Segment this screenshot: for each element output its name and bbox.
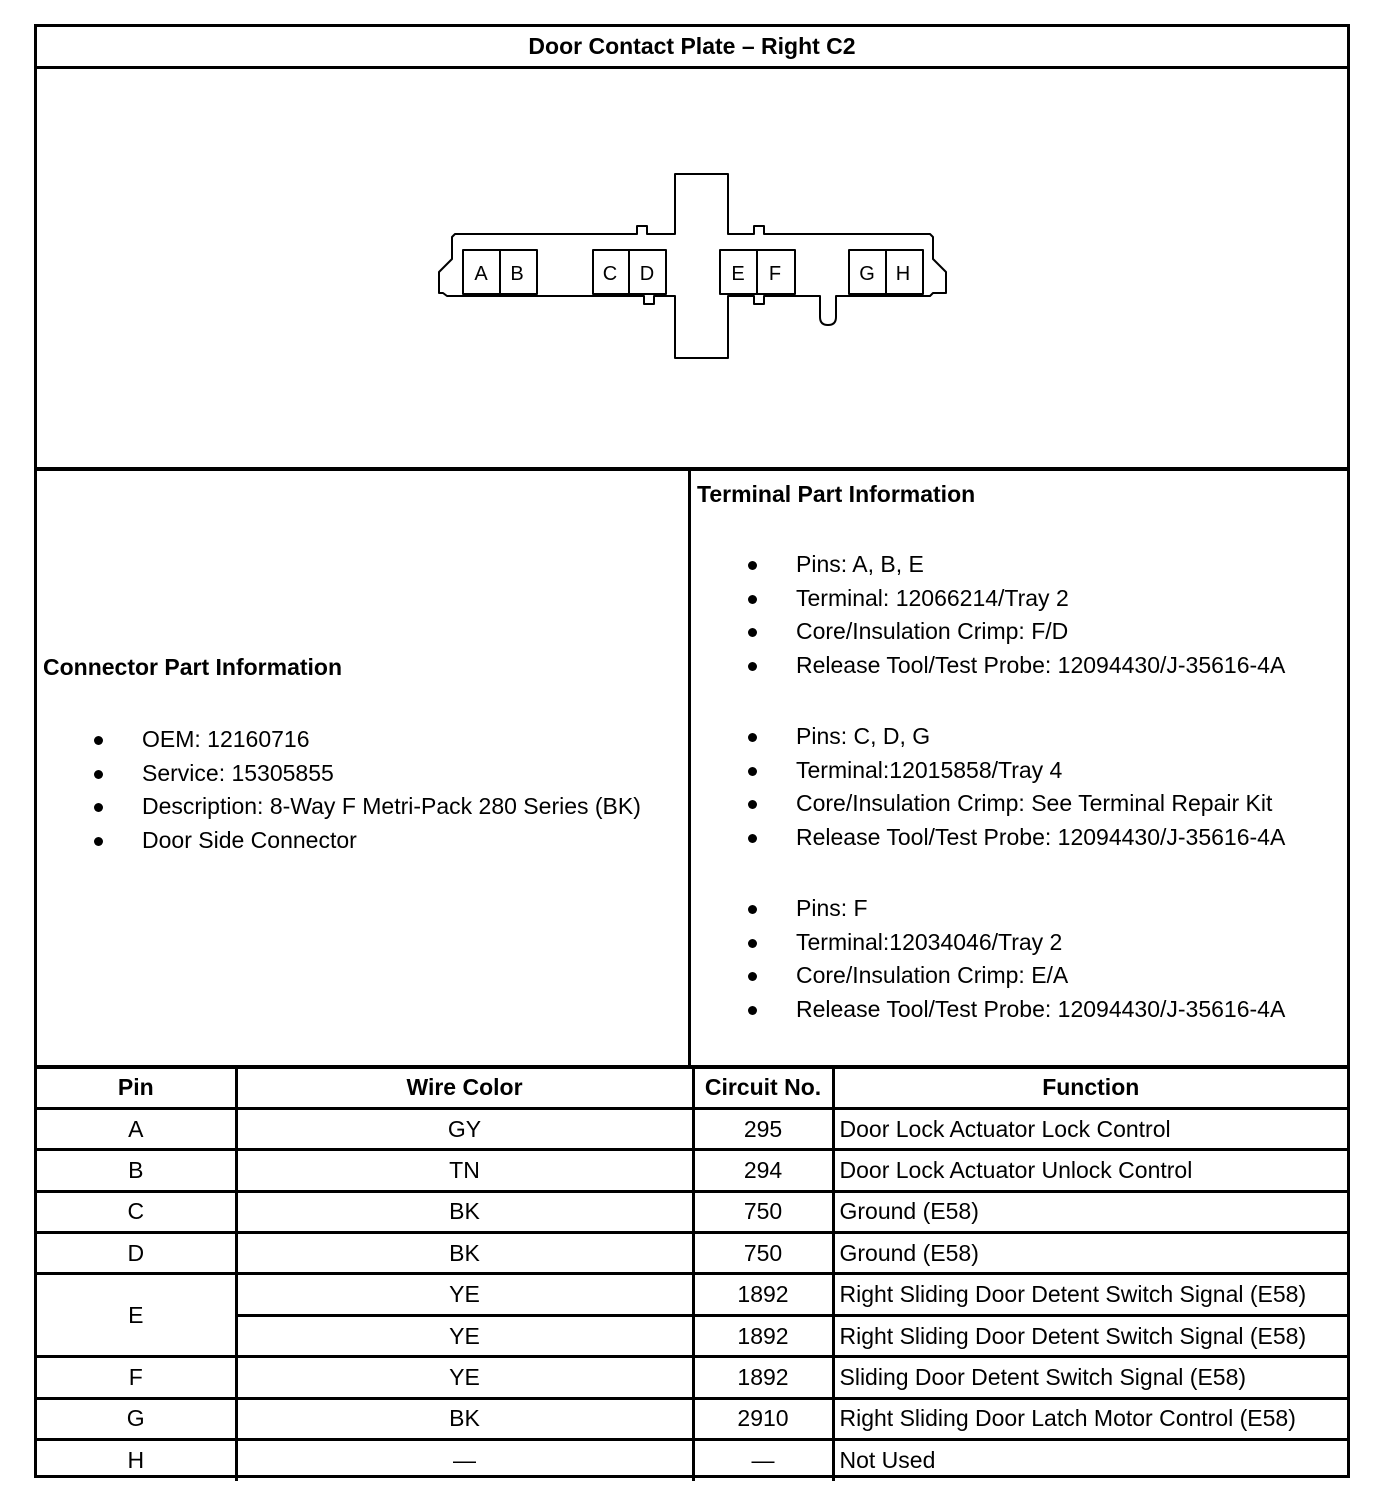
circuit-cell: 1892 <box>693 1357 833 1398</box>
bullet-icon <box>748 834 757 843</box>
terminal-info-heading: Terminal Part Information <box>697 481 976 507</box>
table-row <box>37 1108 1347 1149</box>
circuit-cell: — <box>693 1440 833 1481</box>
bullet-icon <box>94 736 103 745</box>
header-wire-color: Wire Color <box>236 1067 693 1108</box>
bullet-icon <box>94 803 103 812</box>
terminal-group-2 <box>691 720 1285 854</box>
circuit-cell: 1892 <box>693 1274 833 1315</box>
list-item: Release Tool/Test Probe: 12094430/J-35616-4A <box>691 993 1285 1027</box>
pin-cell: G <box>37 1398 236 1439</box>
list-item: Terminal:12034046/Tray 2 <box>691 926 1285 960</box>
list-item: Core/Insulation Crimp: See Terminal Repair Kit <box>691 787 1285 821</box>
circuit-cell: 1892 <box>693 1315 833 1356</box>
connector-diagram <box>37 69 1347 471</box>
list-item: OEM: 12160716 <box>37 723 641 757</box>
cavity-label-c: C <box>602 263 618 285</box>
pin-cell: F <box>37 1357 236 1398</box>
bullet-icon <box>748 939 757 948</box>
list-item: Description: 8-Way F Metri-Pack 280 Series (BK) <box>37 790 641 824</box>
table-header-row <box>37 1067 1347 1108</box>
pin-cell: E <box>37 1274 236 1357</box>
list-item: Service: 15305855 <box>37 757 641 791</box>
cavity-label-h: H <box>895 263 911 285</box>
wire-color-cell: YE <box>236 1274 693 1315</box>
bullet-icon <box>748 800 757 809</box>
list-item: Pins: A, B, E <box>691 548 1285 582</box>
connector-part-info <box>37 471 691 1065</box>
pin-cell: C <box>37 1191 236 1232</box>
wire-color-cell: YE <box>236 1357 693 1398</box>
bullet-icon <box>748 1006 757 1015</box>
bullet-icon <box>748 767 757 776</box>
cavity-label-b: B <box>510 263 524 285</box>
bullet-icon <box>748 733 757 742</box>
table-row <box>37 1233 1347 1274</box>
terminal-part-info <box>691 471 1347 1065</box>
pinout-table <box>37 1065 1347 1481</box>
table-row <box>37 1398 1347 1439</box>
circuit-cell: 750 <box>693 1233 833 1274</box>
connector-info-list <box>37 723 641 857</box>
bullet-icon <box>748 561 757 570</box>
bullet-icon <box>748 628 757 637</box>
wire-color-cell: TN <box>236 1150 693 1191</box>
list-item: Core/Insulation Crimp: E/A <box>691 959 1285 993</box>
connector-info-heading: Connector Part Information <box>43 654 343 680</box>
cavity-label-e: E <box>731 263 745 285</box>
wire-color-cell: BK <box>236 1398 693 1439</box>
table-row <box>37 1191 1347 1232</box>
function-cell: Ground (E58) <box>833 1191 1347 1232</box>
pin-cell: A <box>37 1108 236 1149</box>
cavity-label-d: D <box>639 263 655 285</box>
page-title: Door Contact Plate – Right C2 <box>37 27 1347 69</box>
cavity-label-g: G <box>859 263 875 285</box>
bullet-icon <box>748 905 757 914</box>
terminal-group-1 <box>691 548 1285 682</box>
table-row <box>37 1150 1347 1191</box>
table-row <box>37 1440 1347 1481</box>
wire-color-cell: — <box>236 1440 693 1481</box>
circuit-cell: 294 <box>693 1150 833 1191</box>
circuit-cell: 295 <box>693 1108 833 1149</box>
function-cell: Door Lock Actuator Unlock Control <box>833 1150 1347 1191</box>
wire-color-cell: GY <box>236 1108 693 1149</box>
circuit-cell: 2910 <box>693 1398 833 1439</box>
circuit-cell: 750 <box>693 1191 833 1232</box>
function-cell: Right Sliding Door Detent Switch Signal (E58) <box>833 1315 1347 1356</box>
list-item: Pins: C, D, G <box>691 720 1285 754</box>
pin-cell: H <box>37 1440 236 1481</box>
function-cell: Sliding Door Detent Switch Signal (E58) <box>833 1357 1347 1398</box>
list-item: Release Tool/Test Probe: 12094430/J-35616-4A <box>691 649 1285 683</box>
function-cell: Not Used <box>833 1440 1347 1481</box>
table-row <box>37 1274 1347 1315</box>
pin-cell: D <box>37 1233 236 1274</box>
wire-color-cell: BK <box>236 1233 693 1274</box>
bullet-icon <box>748 595 757 604</box>
bullet-icon <box>94 770 103 779</box>
wire-color-cell: YE <box>236 1315 693 1356</box>
wire-color-cell: BK <box>236 1191 693 1232</box>
function-cell: Right Sliding Door Detent Switch Signal (E58) <box>833 1274 1347 1315</box>
function-cell: Door Lock Actuator Lock Control <box>833 1108 1347 1149</box>
header-pin: Pin <box>37 1067 236 1108</box>
header-circuit-no: Circuit No. <box>693 1067 833 1108</box>
part-info-row <box>37 471 1347 1065</box>
bullet-icon <box>748 662 757 671</box>
bullet-icon <box>748 972 757 981</box>
cavity-label-f: F <box>768 263 782 285</box>
list-item: Terminal: 12066214/Tray 2 <box>691 582 1285 616</box>
cavity-label-a: A <box>474 263 488 285</box>
terminal-group-3 <box>691 892 1285 1026</box>
list-item: Core/Insulation Crimp: F/D <box>691 615 1285 649</box>
header-function: Function <box>833 1067 1347 1108</box>
list-item: Terminal:12015858/Tray 4 <box>691 754 1285 788</box>
connector-sheet <box>34 24 1350 1478</box>
table-row <box>37 1357 1347 1398</box>
connector-face-drawing <box>37 69 1347 467</box>
list-item: Pins: F <box>691 892 1285 926</box>
function-cell: Right Sliding Door Latch Motor Control (E58) <box>833 1398 1347 1439</box>
pin-cell: B <box>37 1150 236 1191</box>
function-cell: Ground (E58) <box>833 1233 1347 1274</box>
bullet-icon <box>94 837 103 846</box>
list-item: Door Side Connector <box>37 824 641 858</box>
list-item: Release Tool/Test Probe: 12094430/J-35616-4A <box>691 821 1285 855</box>
